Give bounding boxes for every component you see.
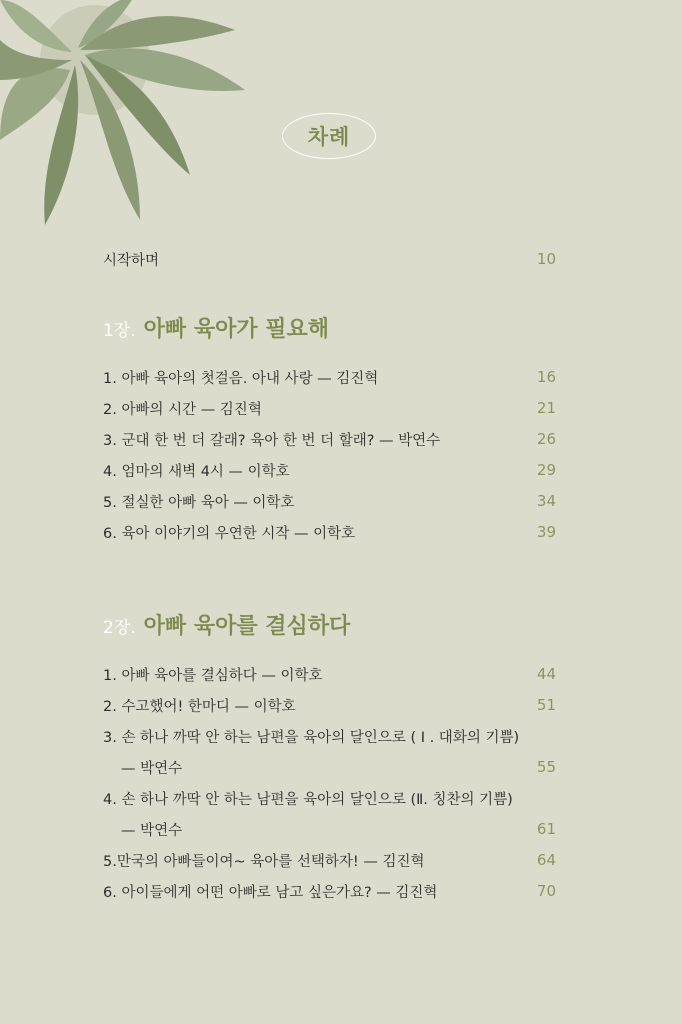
toc-entry[interactable] bbox=[103, 397, 556, 419]
toc-entry-continuation[interactable] bbox=[103, 756, 556, 778]
toc-entry-label: 5. 절실한 아빠 육아 — 이학호 bbox=[103, 494, 295, 511]
toc-entry-label: 4. 손 하나 까딱 안 하는 남편을 육아의 달인으로 (Ⅱ. 칭찬의 기쁨) bbox=[103, 791, 513, 808]
toc-entry-page: 70 bbox=[536, 882, 556, 900]
toc-entry-label: — 박연수 bbox=[121, 822, 183, 839]
toc-entry-label: 1. 아빠 육아를 결심하다 — 이학호 bbox=[103, 667, 323, 684]
toc-entry-label: 1. 아빠 육아의 첫걸음. 아내 사랑 — 김진혁 bbox=[103, 370, 379, 387]
toc-entry-page: 44 bbox=[536, 665, 556, 683]
chapter-number: 2장. bbox=[103, 618, 136, 638]
toc-entry-label: 3. 군대 한 번 더 갈래? 육아 한 번 더 할래? — 박연수 bbox=[103, 432, 441, 449]
page-title: 차례 bbox=[307, 125, 351, 149]
toc-entry-page: 51 bbox=[536, 696, 556, 714]
toc-entry-page: 64 bbox=[536, 851, 556, 869]
toc-entry-label: 2. 수고했어! 한마디 — 이학호 bbox=[103, 698, 296, 715]
title-oval bbox=[282, 113, 376, 159]
toc-entry-label: 5.만국의 아빠들이여~ 육아를 선택하자! — 김진혁 bbox=[103, 853, 425, 870]
toc-entry-page: 61 bbox=[536, 820, 556, 838]
toc-entry-page: 26 bbox=[536, 430, 556, 448]
toc-entry-label: 4. 엄마의 새벽 4시 — 이학호 bbox=[103, 463, 290, 480]
chapter-1-heading bbox=[103, 312, 329, 343]
toc-entry-label: 6. 육아 이야기의 우연한 시작 — 이학호 bbox=[103, 525, 356, 542]
toc-entry[interactable] bbox=[103, 521, 556, 543]
toc-entry[interactable] bbox=[103, 428, 556, 450]
toc-intro-label: 시작하며 bbox=[103, 252, 160, 269]
toc-entry[interactable] bbox=[103, 663, 556, 685]
toc-entry[interactable] bbox=[103, 849, 556, 871]
chapter-title: 아빠 육아를 결심하다 bbox=[143, 614, 351, 639]
toc-entry-page: 16 bbox=[536, 368, 556, 386]
toc-intro-page: 10 bbox=[536, 250, 556, 268]
toc-intro[interactable] bbox=[103, 248, 556, 270]
toc-entry[interactable] bbox=[103, 459, 556, 481]
toc-entry-page: 55 bbox=[536, 758, 556, 776]
toc-entry[interactable] bbox=[103, 490, 556, 512]
toc-entry-label: — 박연수 bbox=[121, 760, 183, 777]
toc-entry-page: 29 bbox=[536, 461, 556, 479]
toc-entry-page: 39 bbox=[536, 523, 556, 541]
chapter-number: 1장. bbox=[103, 321, 136, 341]
toc-entry[interactable] bbox=[103, 694, 556, 716]
toc-entry-label: 6. 아이들에게 어떤 아빠로 남고 싶은가요? — 김진혁 bbox=[103, 884, 438, 901]
plant-leaves-illustration bbox=[0, 0, 260, 240]
toc-entry[interactable] bbox=[103, 725, 556, 747]
chapter-title: 아빠 육아가 필요해 bbox=[143, 317, 329, 342]
toc-entry-label: 2. 아빠의 시간 — 김진혁 bbox=[103, 401, 262, 418]
chapter-2-heading bbox=[103, 609, 350, 640]
toc-entry-continuation[interactable] bbox=[103, 818, 556, 840]
toc-entry[interactable] bbox=[103, 366, 556, 388]
toc-entry[interactable] bbox=[103, 880, 556, 902]
toc-entry-page: 21 bbox=[536, 399, 556, 417]
toc-entry[interactable] bbox=[103, 787, 556, 809]
toc-entry-page: 34 bbox=[536, 492, 556, 510]
toc-entry-label: 3. 손 하나 까딱 안 하는 남편을 육아의 달인으로 ( I . 대화의 기쁨) bbox=[103, 729, 520, 746]
